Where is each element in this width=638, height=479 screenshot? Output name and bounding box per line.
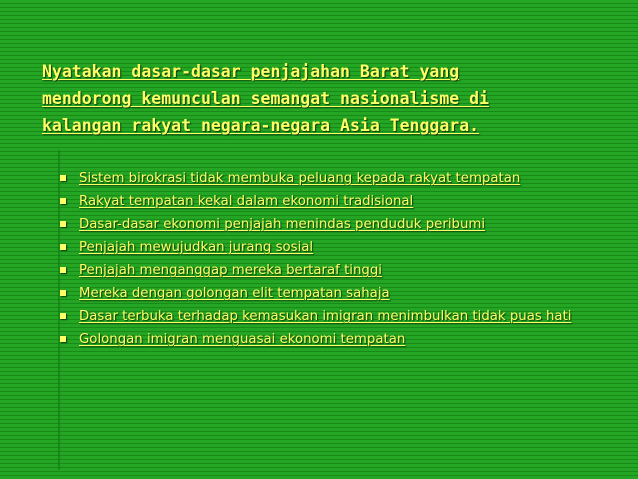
square-bullet-icon xyxy=(60,244,66,250)
list-item xyxy=(60,259,590,282)
slide-title xyxy=(42,58,602,139)
list-item-text: Golongan imigran menguasai ekonomi tempatan xyxy=(79,332,406,347)
square-bullet-icon xyxy=(60,313,66,319)
list-item-text: Dasar-dasar ekonomi penjajah menindas penduduk peribumi xyxy=(79,217,486,232)
list-item xyxy=(60,167,590,190)
list-item-text: Dasar terbuka terhadap kemasukan imigran menimbulkan tidak puas hati xyxy=(79,309,572,324)
list-item-text: Penjajah menganggap mereka bertaraf tinggi xyxy=(79,263,382,278)
title-line-3: kalangan rakyat negara-negara Asia Tenggara. xyxy=(42,116,480,135)
list-item xyxy=(60,236,590,259)
list-item xyxy=(60,190,590,213)
square-bullet-icon xyxy=(60,290,66,296)
list-item-text: Mereka dengan golongan elit tempatan sahaja xyxy=(79,286,390,301)
list-item xyxy=(60,328,590,351)
title-line-1: Nyatakan dasar-dasar penjajahan Barat yang xyxy=(42,62,460,81)
list-item-text: Rakyat tempatan kekal dalam ekonomi tradisional xyxy=(79,194,414,209)
title-line-2: mendorong kemunculan semangat nasionalisme di xyxy=(42,89,490,108)
list-item-text: Sistem birokrasi tidak membuka peluang kepada rakyat tempatan xyxy=(79,171,521,186)
square-bullet-icon xyxy=(60,221,66,227)
list-item xyxy=(60,305,590,328)
list-item-text: Penjajah mewujudkan jurang sosial xyxy=(79,240,314,255)
square-bullet-icon xyxy=(60,198,66,204)
list-item xyxy=(60,213,590,236)
bullet-list xyxy=(60,167,590,351)
square-bullet-icon xyxy=(60,175,66,181)
square-bullet-icon xyxy=(60,336,66,342)
square-bullet-icon xyxy=(60,267,66,273)
list-item xyxy=(60,282,590,305)
